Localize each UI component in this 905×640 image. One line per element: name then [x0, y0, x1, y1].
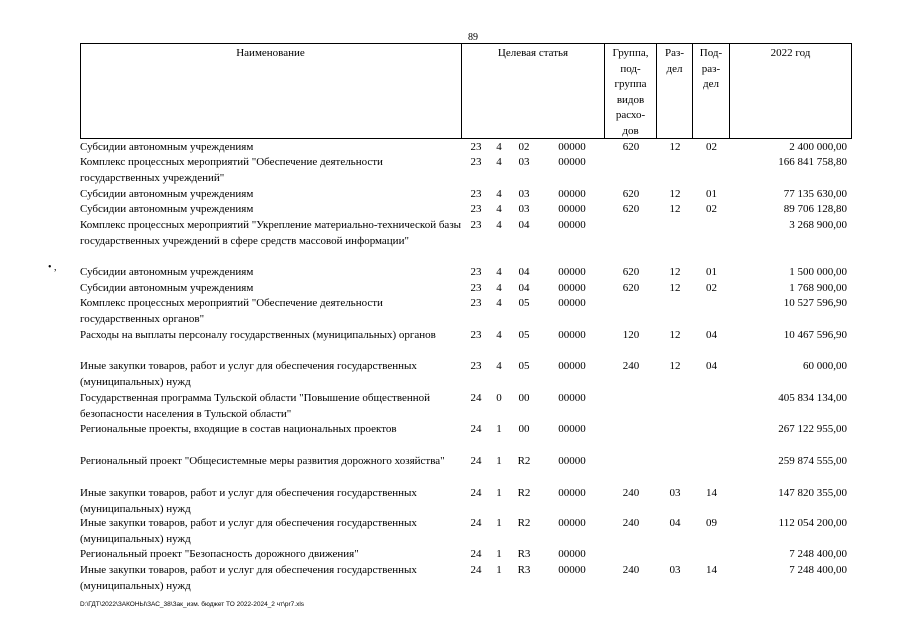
row-c3: 03: [518, 156, 530, 168]
row-c3: R2: [517, 517, 531, 529]
row-name: Комплекс процессных мероприятий "Обеспечение деятельности государственных органов": [80, 297, 383, 325]
row-amount: 10 527 596,90: [783, 297, 847, 309]
row-c3: 00: [518, 423, 530, 435]
row-c4: 00000: [558, 329, 586, 341]
row-group: 620: [622, 282, 640, 294]
row-section: 12: [669, 329, 681, 341]
row-c4: 00000: [558, 517, 586, 529]
row-name: Региональный проект "Общесистемные меры развития дорожного хозяйства": [80, 455, 445, 467]
row-name: Субсидии автономным учреждениям: [80, 266, 254, 278]
row-section: 12: [669, 203, 681, 215]
row-subsection: 04: [706, 329, 717, 341]
row-subsection: 02: [706, 282, 717, 294]
row-c4: 00000: [558, 266, 586, 278]
row-name: Субсидии автономным учреждениям: [80, 203, 254, 215]
stray-mark: • ,: [48, 262, 57, 273]
row-amount: 77 135 630,00: [783, 188, 847, 200]
row-amount: 166 841 758,80: [778, 156, 847, 168]
header-section-label: Раз- дел: [664, 47, 684, 75]
row-c3: 04: [518, 219, 530, 231]
row-c1: 24: [470, 392, 482, 404]
row-amount: 259 874 555,00: [778, 455, 847, 467]
row-section: 03: [669, 487, 681, 499]
row-amount: 89 706 128,80: [783, 203, 847, 215]
row-group: 240: [622, 487, 640, 499]
row-section: 12: [669, 360, 681, 372]
row-amount: 10 467 596,90: [783, 329, 847, 341]
row-c2: 4: [496, 188, 502, 200]
row-amount: 112 054 200,00: [778, 517, 847, 529]
header-year-label: 2022 год: [770, 47, 811, 59]
row-name: Субсидии автономным учреждениям: [80, 188, 254, 200]
row-group: 240: [622, 564, 640, 576]
row-c4: 00000: [558, 219, 586, 231]
row-group: 240: [622, 360, 640, 372]
row-c3: R3: [517, 564, 531, 576]
row-section: 12: [669, 266, 681, 278]
row-amount: 2 400 000,00: [789, 141, 847, 153]
header-target-label: Целевая статья: [497, 47, 569, 59]
row-subsection: 04: [706, 360, 717, 372]
row-name: Иные закупки товаров, работ и услуг для обеспечения государственных (муниципальных) нужд: [80, 360, 417, 388]
row-name: Комплекс процессных мероприятий "Укрепление материально-технической базы государственных учреждений в сфере средств массовой информации": [80, 219, 462, 247]
row-c2: 1: [496, 487, 502, 499]
row-c1: 23: [470, 156, 482, 168]
row-group: 620: [622, 188, 640, 200]
row-amount: 1 768 900,00: [789, 282, 847, 294]
row-section: 12: [669, 188, 681, 200]
header-subsection-label: Под- раз- дел: [699, 47, 723, 90]
row-c1: 24: [470, 487, 482, 499]
row-name: Комплекс процессных мероприятий "Обеспечение деятельности государственных учреждений": [80, 156, 383, 184]
row-c1: 23: [470, 203, 482, 215]
row-group: 620: [622, 141, 640, 153]
row-c1: 23: [470, 188, 482, 200]
row-c3: 04: [518, 266, 530, 278]
row-subsection: 09: [706, 517, 717, 529]
row-section: 12: [669, 282, 681, 294]
row-c2: 4: [496, 219, 502, 231]
row-c2: 4: [496, 266, 502, 278]
row-c1: 24: [470, 423, 482, 435]
row-c3: 05: [518, 329, 530, 341]
row-c4: 00000: [558, 455, 586, 467]
row-c4: 00000: [558, 188, 586, 200]
row-subsection: 01: [706, 188, 717, 200]
row-c2: 4: [496, 203, 502, 215]
row-c4: 00000: [558, 564, 586, 576]
row-section: 12: [669, 141, 681, 153]
row-name: Субсидии автономным учреждениям: [80, 141, 254, 153]
row-subsection: 02: [706, 141, 717, 153]
row-c2: 1: [496, 564, 502, 576]
row-c1: 24: [470, 548, 482, 560]
row-name: Государственная программа Тульской области "Повышение общественной безопасности населения в Тульской области": [80, 392, 430, 420]
row-c3: 03: [518, 203, 530, 215]
row-c1: 23: [470, 266, 482, 278]
row-group: 620: [622, 266, 640, 278]
row-c2: 4: [496, 282, 502, 294]
row-c1: 23: [470, 329, 482, 341]
row-amount: 267 122 955,00: [778, 423, 847, 435]
row-name: Иные закупки товаров, работ и услуг для обеспечения государственных (муниципальных) нужд: [80, 564, 417, 592]
row-amount: 147 820 355,00: [778, 487, 847, 499]
row-section: 03: [669, 564, 681, 576]
row-subsection: 01: [706, 266, 717, 278]
row-c3: R3: [517, 548, 531, 560]
row-group: 240: [622, 517, 640, 529]
row-group: 620: [622, 203, 640, 215]
row-amount: 405 834 134,00: [778, 392, 847, 404]
row-c2: 1: [496, 423, 502, 435]
row-c2: 1: [496, 455, 502, 467]
row-c3: 05: [518, 297, 530, 309]
row-c1: 23: [470, 297, 482, 309]
row-c4: 00000: [558, 282, 586, 294]
row-name: Расходы на выплаты персоналу государственных (муниципальных) органов: [80, 329, 436, 341]
row-amount: 3 268 900,00: [789, 219, 847, 231]
row-subsection: 14: [706, 487, 717, 499]
row-name: Региональный проект "Безопасность дорожного движения": [80, 548, 359, 560]
header-group-label: Группа, под- группа видов расхо- дов: [612, 47, 649, 137]
row-c3: 00: [518, 392, 530, 404]
row-c3: R2: [517, 455, 531, 467]
row-c4: 00000: [558, 392, 586, 404]
row-c4: 00000: [558, 423, 586, 435]
row-c4: 00000: [558, 203, 586, 215]
row-c3: 04: [518, 282, 530, 294]
row-name: Иные закупки товаров, работ и услуг для обеспечения государственных (муниципальных) нужд: [80, 487, 417, 515]
row-c3: R2: [517, 487, 531, 499]
row-group: 120: [622, 329, 640, 341]
row-c1: 23: [470, 141, 482, 153]
row-c3: 02: [518, 141, 530, 153]
row-c4: 00000: [558, 156, 586, 168]
row-amount: 7 248 400,00: [789, 564, 847, 576]
row-subsection: 02: [706, 203, 717, 215]
row-c4: 00000: [558, 548, 586, 560]
row-c4: 00000: [558, 141, 586, 153]
row-name: Иные закупки товаров, работ и услуг для обеспечения государственных (муниципальных) нужд: [80, 517, 417, 545]
row-c2: 4: [496, 141, 502, 153]
row-c4: 00000: [558, 487, 586, 499]
row-c1: 24: [470, 517, 482, 529]
row-name: Региональные проекты, входящие в состав национальных проектов: [80, 423, 397, 435]
row-c1: 24: [470, 564, 482, 576]
row-c2: 4: [496, 297, 502, 309]
row-amount: 7 248 400,00: [789, 548, 847, 560]
page-number: 89: [468, 32, 478, 43]
row-amount: 1 500 000,00: [789, 266, 847, 278]
row-amount: 60 000,00: [803, 360, 847, 372]
row-section: 04: [669, 517, 681, 529]
file-path-footer: D:\ГДТ\2022\ЗАКОНЫ\ЗАС_38\Зак_изм. бюджет ТО 2022-2024_2 чт\pr7.xls: [80, 601, 305, 608]
row-c2: 1: [496, 517, 502, 529]
row-c4: 00000: [558, 297, 586, 309]
header-name-label: Наименование: [236, 47, 305, 59]
row-c4: 00000: [558, 360, 586, 372]
row-c1: 23: [470, 219, 482, 231]
row-c3: 05: [518, 360, 530, 372]
row-c2: 1: [496, 548, 502, 560]
row-c2: 4: [496, 329, 502, 341]
row-c1: 23: [470, 360, 482, 372]
row-c1: 24: [470, 455, 482, 467]
row-subsection: 14: [706, 564, 717, 576]
row-c1: 23: [470, 282, 482, 294]
row-c2: 4: [496, 360, 502, 372]
row-name: Субсидии автономным учреждениям: [80, 282, 254, 294]
row-c3: 03: [518, 188, 530, 200]
row-c2: 0: [496, 392, 502, 404]
row-c2: 4: [496, 156, 502, 168]
